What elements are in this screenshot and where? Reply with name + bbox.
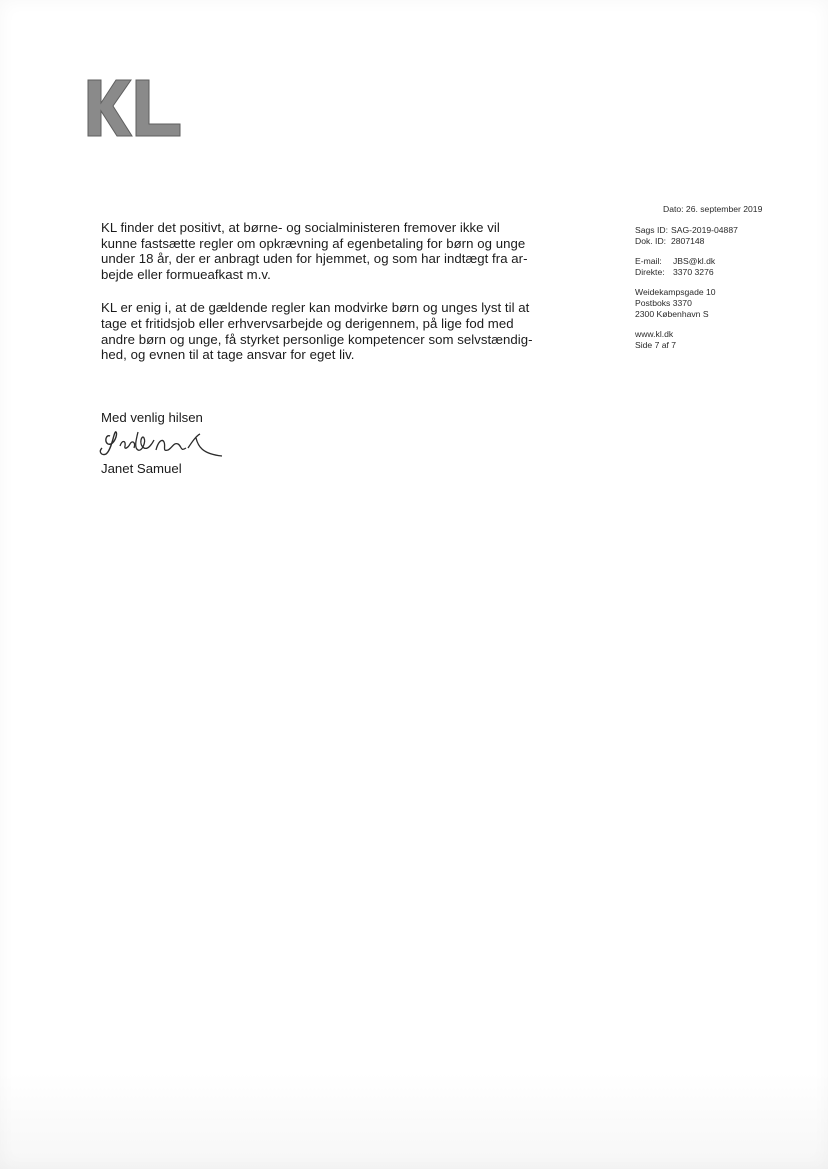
kl-logo — [86, 78, 182, 138]
email-label: E-mail: — [635, 256, 662, 266]
dok-id-value: 2807148 — [671, 236, 705, 246]
kl-logo-mark — [86, 78, 182, 138]
email-line — [635, 256, 795, 267]
direkte-line — [635, 267, 795, 278]
address-line-2: Postboks 3370 — [635, 298, 692, 308]
sags-id-label: Sags ID: — [635, 225, 668, 235]
email-value: JBS@kl.dk — [673, 256, 716, 266]
contact-group — [635, 256, 795, 278]
direkte-value: 3370 3276 — [673, 267, 714, 277]
web-page-group — [635, 329, 795, 351]
sags-id-line — [635, 225, 795, 236]
address-line-3: 2300 København S — [635, 309, 709, 319]
scan-bottom-shade — [0, 1072, 828, 1169]
address-group — [635, 287, 795, 320]
handwritten-signature — [92, 424, 232, 466]
date-line: Dato: 26. september 2019 — [663, 204, 763, 214]
address-line-1: Weidekampsgade 10 — [635, 287, 716, 297]
dok-id-line — [635, 236, 795, 247]
direkte-label: Direkte: — [635, 267, 665, 277]
letter-body — [101, 220, 561, 381]
web-address: www.kl.dk — [635, 329, 674, 339]
signer-name: Janet Samuel — [101, 461, 182, 476]
ids-group — [635, 225, 795, 247]
dok-id-label: Dok. ID: — [635, 236, 667, 246]
page-number: Side 7 af 7 — [635, 340, 677, 350]
paragraph-1: KL finder det positivt, at børne- og socialministeren fremover ikke vil kunne fastsætte regler om opkrævning af egenbetaling for børn og unge under 18 år, der er anbragt uden for hjemmet, og som har indtægt fra ar- bejde eller formueafkast m.v. — [101, 220, 528, 282]
sags-id-value: SAG-2019-04887 — [671, 225, 738, 235]
metadata-block — [635, 204, 795, 360]
paragraph-2: KL er enig i, at de gældende regler kan modvirke børn og unges lyst til at tage et fritidsjob eller erhvervsarbejde og derigennem, på lige fod med andre børn og unge, få styrket personlige kompetencer som selvstændig- hed, og evnen til at tage ansvar for eget liv. — [101, 300, 533, 363]
closing-salutation: Med venlig hilsen — [101, 410, 203, 425]
